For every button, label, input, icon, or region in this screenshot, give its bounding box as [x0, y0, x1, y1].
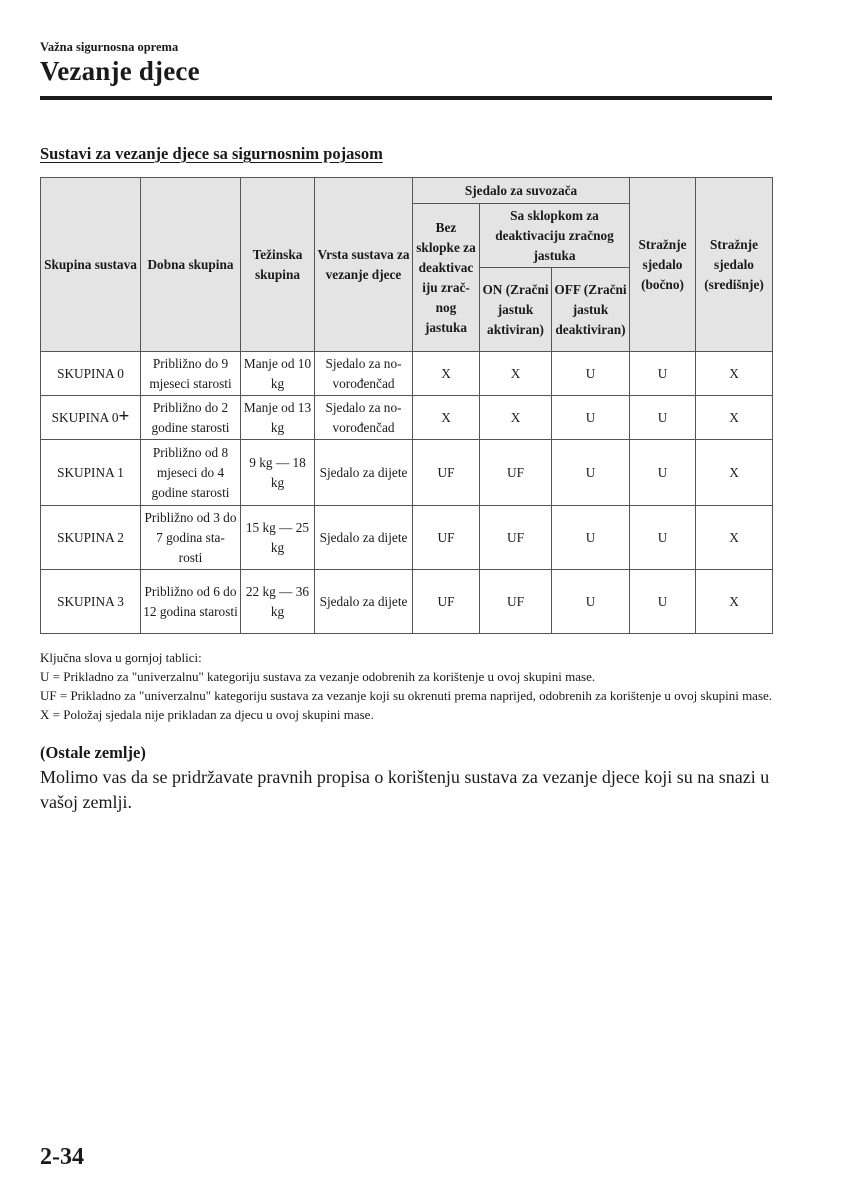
cell-off: U — [552, 506, 630, 570]
cell-weight: Manje od 13 kg — [241, 396, 315, 440]
cell-rear-center: X — [696, 570, 773, 634]
table-row — [41, 440, 773, 506]
cell-on: UF — [480, 440, 552, 506]
header-rear-center: Stražnje sjedalo (središnje) — [696, 178, 773, 352]
cell-group: SKUPINA 0+ — [41, 396, 141, 440]
header-airbag-on: ON (Zračni jastuk aktiviran) — [480, 268, 552, 352]
header-rear-side: Stražnje sjedalo (bočno) — [630, 178, 696, 352]
table-row — [41, 396, 773, 440]
cell-off: U — [552, 570, 630, 634]
cell-group: SKUPINA 3 — [41, 570, 141, 634]
cell-type: Sjedalo za dijete — [315, 440, 413, 506]
table-row — [41, 506, 773, 570]
cell-off: U — [552, 396, 630, 440]
other-countries-heading: (Ostale zemlje) — [40, 743, 146, 762]
legend-uf: UF = Prikladno za "univerzalnu" kategoriju sustava za vezanje koji su okrenuti prema naprijed, odobrenih za korištenje u ovoj skupini mase. — [40, 688, 773, 703]
header-weight: Težinska skupina — [241, 178, 315, 352]
plus-icon: + — [118, 406, 130, 427]
cell-no-switch: UF — [413, 570, 480, 634]
header-type: Vrsta sustava za vezanje djece — [315, 178, 413, 352]
page-number: 2-34 — [40, 1144, 84, 1170]
legend-u: U = Prikladno za "univerzalnu" kategoriju sustava za vezanje odobrenih za korištenje u ovoj skupini mase. — [40, 669, 596, 684]
cell-rear-side: U — [630, 352, 696, 396]
cell-on: X — [480, 396, 552, 440]
table-legend — [40, 648, 780, 724]
child-seat-table — [40, 177, 773, 634]
cell-type: Sjedalo za dijete — [315, 570, 413, 634]
cell-weight: Manje od 10 kg — [241, 352, 315, 396]
cell-on: UF — [480, 506, 552, 570]
cell-group: SKUPINA 1 — [41, 440, 141, 506]
cell-rear-center: X — [696, 440, 773, 506]
cell-type: Sjedalo za no- vorođenčad — [315, 352, 413, 396]
cell-weight: 15 kg — 25 kg — [241, 506, 315, 570]
cell-no-switch: UF — [413, 506, 480, 570]
cell-no-switch: X — [413, 352, 480, 396]
cell-weight: 22 kg — 36 kg — [241, 570, 315, 634]
cell-on: X — [480, 352, 552, 396]
legend-title: Ključna slova u gornjoj tablici: — [40, 650, 202, 665]
cell-age: Približno od 6 do 12 godina starosti — [141, 570, 241, 634]
cell-type: Sjedalo za no- vorođenčad — [315, 396, 413, 440]
cell-age: Približno do 9 mjeseci starosti — [141, 352, 241, 396]
other-countries-text: Molimo vas da se pridržavate pravnih propisa o korištenju sustava za vezanje djece koji su na snazi u vašoj zemlji. — [40, 767, 770, 812]
cell-type: Sjedalo za dijete — [315, 506, 413, 570]
table-row — [41, 570, 773, 634]
cell-group: SKUPINA 2 — [41, 506, 141, 570]
table-heading: Sustavi za vezanje djece sa sigurnosnim pojasom — [40, 144, 383, 163]
cell-off: U — [552, 440, 630, 506]
cell-rear-side: U — [630, 440, 696, 506]
cell-no-switch: UF — [413, 440, 480, 506]
cell-on: UF — [480, 570, 552, 634]
header-age: Dobna skupina — [141, 178, 241, 352]
cell-age: Približno od 3 do 7 godina sta- rosti — [141, 506, 241, 570]
section-label: Važna sigurnosna oprema — [40, 40, 179, 54]
header-passenger-seat: Sjedalo za suvozača — [413, 178, 630, 204]
header-airbag-off: OFF (Zračni jastuk deaktiviran) — [552, 268, 630, 352]
header-with-switch: Sa sklopkom za deaktivaciju zračnog jastuka — [480, 204, 630, 268]
cell-off: U — [552, 352, 630, 396]
title-rule — [40, 96, 772, 100]
cell-rear-side: U — [630, 506, 696, 570]
header-no-switch: Bez sklopke za deaktivac iju zrač- nog jastuka — [413, 204, 480, 352]
page-title: Vezanje djece — [40, 56, 200, 86]
legend-x: X = Položaj sjedala nije prikladan za djecu u ovoj skupini mase. — [40, 707, 374, 722]
cell-rear-center: X — [696, 352, 773, 396]
cell-rear-center: X — [696, 506, 773, 570]
cell-rear-center: X — [696, 396, 773, 440]
table-row — [41, 352, 773, 396]
cell-no-switch: X — [413, 396, 480, 440]
cell-group: SKUPINA 0 — [41, 352, 141, 396]
cell-rear-side: U — [630, 570, 696, 634]
cell-age: Približno od 8 mjeseci do 4 godine starosti — [141, 440, 241, 506]
header-group: Skupina sustava — [41, 178, 141, 352]
cell-rear-side: U — [630, 396, 696, 440]
cell-age: Približno do 2 godine starosti — [141, 396, 241, 440]
cell-weight: 9 kg — 18 kg — [241, 440, 315, 506]
